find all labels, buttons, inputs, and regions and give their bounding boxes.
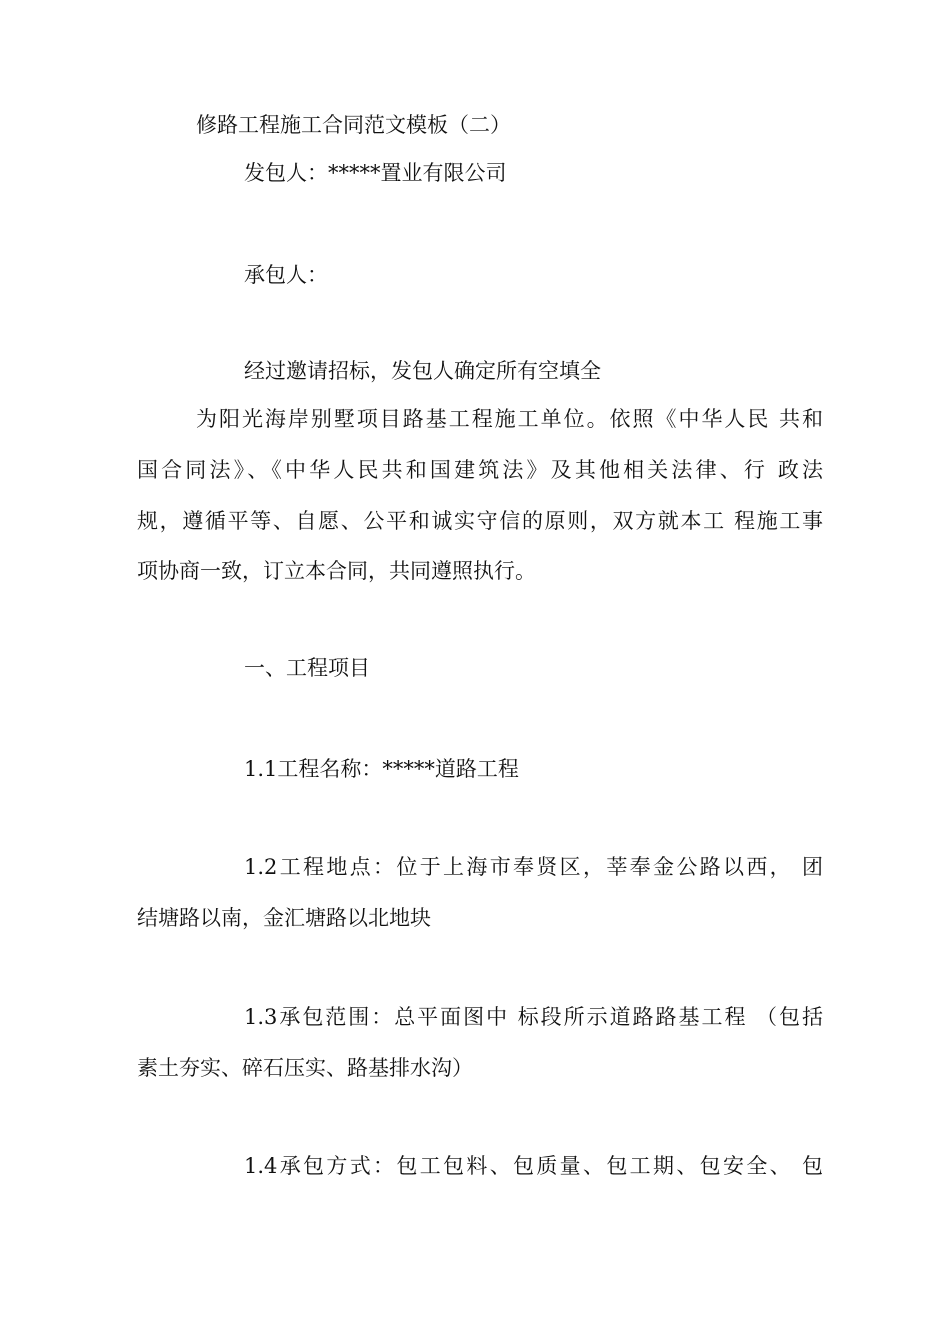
contractor-line: 承包人：	[244, 263, 328, 287]
item-1-1: 1.1工程名称：*****道路工程	[244, 757, 519, 781]
item-1-3-line2: 素土夯实、碎石压实、路基排水沟）	[137, 1056, 473, 1080]
intro-line: 为阳光海岸别墅项目路基工程施工单位。依照《中华人民 共和	[196, 407, 823, 431]
item-1-2-line1: 1.2工程地点：位于上海市奉贤区，莘奉金公路以西， 团	[244, 855, 823, 879]
employer-line: 发包人：*****置业有限公司	[244, 161, 507, 185]
intro-line: 规，遵循平等、自愿、公平和诚实守信的原则，双方就本工 程施工事	[137, 509, 823, 533]
intro-first-line: 经过邀请招标，发包人确定所有空填全	[244, 359, 601, 383]
item-1-3-line1: 1.3承包范围：总平面图中 标段所示道路路基工程 （包括	[244, 1005, 823, 1029]
intro-line: 国合同法》、《中华人民共和国建筑法》及其他相关法律、行 政法	[137, 458, 823, 482]
item-1-4-line1: 1.4承包方式：包工包料、包质量、包工期、包安全、 包	[244, 1154, 823, 1178]
section-heading: 一、工程项目	[244, 656, 370, 680]
item-1-2-line2: 结塘路以南，金汇塘路以北地块	[137, 906, 431, 930]
intro-line: 项协商一致，订立本合同，共同遵照执行。	[137, 559, 536, 583]
document-title: 修路工程施工合同范文模板（二）	[196, 113, 511, 137]
